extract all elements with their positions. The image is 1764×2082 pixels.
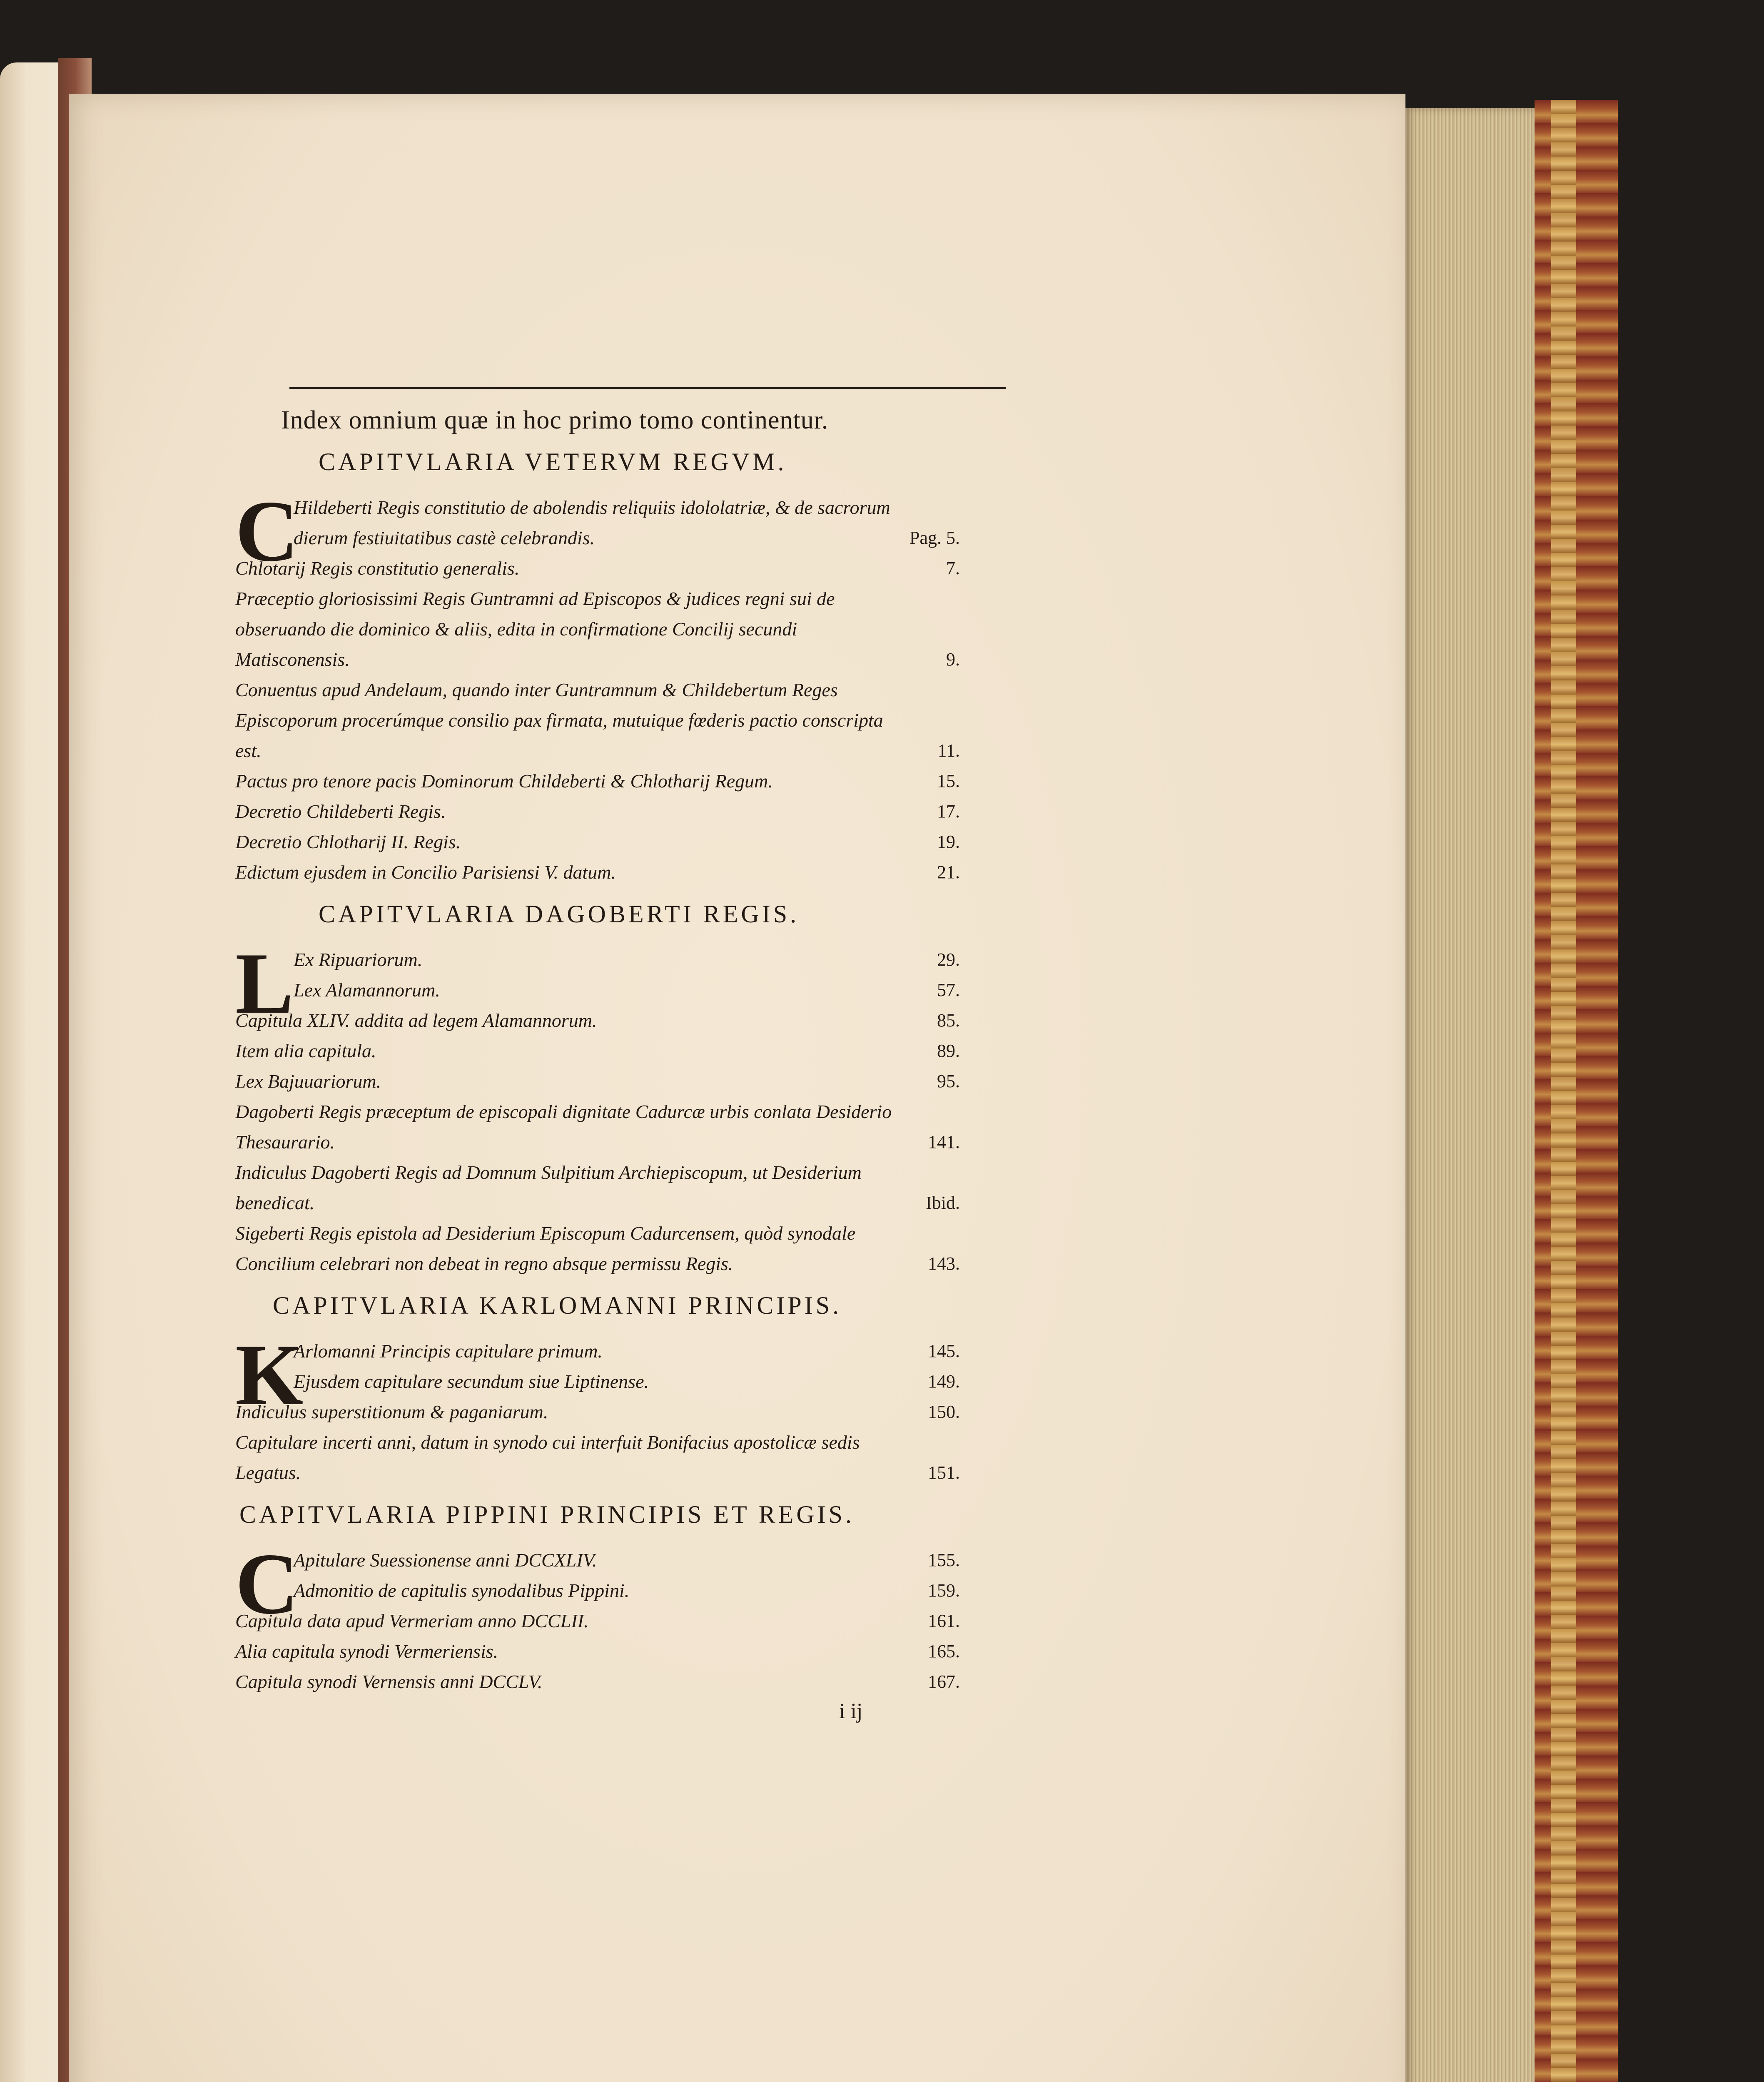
page-number: 95. bbox=[937, 1071, 960, 1091]
entry-text: Alia capitula synodi Vermeriensis. bbox=[235, 1641, 498, 1662]
entry-list bbox=[235, 1327, 960, 1488]
page-number: 165. bbox=[928, 1641, 960, 1661]
list-item bbox=[235, 857, 960, 887]
entry-text: Edictum ejusdem in Concilio Parisiensi V. datum. bbox=[235, 862, 616, 883]
page-number: 151. bbox=[928, 1462, 960, 1483]
entry-text: Hildeberti Regis constitutio de abolendis reliquiis idololatriæ, & de sacrorum dierum festiuitatibus castè celebrandis. bbox=[294, 497, 890, 548]
list-item bbox=[235, 1427, 960, 1488]
page-number: 21. bbox=[937, 862, 960, 882]
page-number: 89. bbox=[937, 1041, 960, 1061]
list-item bbox=[235, 553, 960, 583]
list-item bbox=[235, 1397, 960, 1427]
list-item bbox=[235, 1336, 960, 1366]
section-heading: CAPITVLARIA PIPPINI PRINCIPIS ET REGIS. bbox=[239, 1501, 855, 1528]
page-number: 9. bbox=[946, 649, 960, 670]
list-item bbox=[235, 675, 960, 766]
list-item bbox=[235, 1636, 960, 1666]
entry-text: Indiculus superstitionum & paganiarum. bbox=[235, 1401, 548, 1422]
previous-page-edge bbox=[0, 62, 67, 2082]
page-number: 15. bbox=[937, 771, 960, 791]
entry-text: Præceptio gloriosissimi Regis Guntramni ad Episcopos & judices regni sui de obseruando die dominico & aliis, edita in confirmatione Concilij secundi Matisconensis. bbox=[235, 588, 835, 670]
page-number: 143. bbox=[928, 1253, 960, 1274]
entry-text: Conuentus apud Andelaum, quando inter Guntramnum & Childebertum Reges Episcoporum procerúmque consilio pax firmata, mutuique fœderis pactio conscripta est. bbox=[235, 679, 883, 761]
marbled-cover-board bbox=[1535, 100, 1618, 2082]
entry-text: Ex Ripuariorum. bbox=[294, 949, 423, 970]
list-item bbox=[235, 1005, 960, 1036]
list-item bbox=[235, 1066, 960, 1096]
section-capitularia-dagoberti-regis bbox=[235, 900, 960, 1279]
list-item bbox=[235, 944, 960, 975]
entry-text: Admonitio de capitulis synodalibus Pippini. bbox=[294, 1580, 630, 1601]
page-number: Ibid. bbox=[926, 1193, 960, 1213]
entry-text: Arlomanni Principis capitulare primum. bbox=[294, 1340, 603, 1362]
section-capitularia-karlomanni-principis bbox=[235, 1291, 960, 1488]
list-item bbox=[235, 766, 960, 796]
entry-text: Dagoberti Regis præceptum de episcopali dignitate Cadurcæ urbis conlata Desiderio Thesaurario. bbox=[235, 1101, 892, 1153]
list-item bbox=[235, 975, 960, 1005]
drop-cap: C bbox=[235, 1536, 299, 1632]
entry-text: Apitulare Suessionense anni DCCXLIV. bbox=[294, 1549, 597, 1571]
entry-list bbox=[235, 483, 960, 887]
signature-mark: i ij bbox=[839, 1699, 863, 1723]
list-item bbox=[235, 1157, 960, 1218]
page-number: 150. bbox=[928, 1402, 960, 1422]
entry-text: Indiculus Dagoberti Regis ad Domnum Sulpitium Archiepiscopum, ut Desiderium benedicat. bbox=[235, 1162, 862, 1213]
index-content bbox=[235, 387, 960, 1697]
list-item bbox=[235, 1096, 960, 1157]
page-number: 161. bbox=[928, 1611, 960, 1631]
page-number: 159. bbox=[928, 1580, 960, 1601]
header-rule bbox=[289, 387, 1006, 389]
entry-text: Sigeberti Regis epistola ad Desiderium Episcopum Cadurcensem, quòd synodale Concilium celebrari non debeat in regno absque permissu Regis. bbox=[235, 1223, 856, 1274]
page-number: 29. bbox=[937, 949, 960, 970]
entry-text: Lex Alamannorum. bbox=[294, 979, 440, 1001]
list-item bbox=[235, 1366, 960, 1397]
list-item bbox=[235, 1575, 960, 1606]
list-item bbox=[235, 1036, 960, 1066]
list-item bbox=[235, 583, 960, 675]
drop-cap: C bbox=[235, 483, 299, 580]
page-number: 57. bbox=[937, 980, 960, 1000]
entry-text: Item alia capitula. bbox=[235, 1040, 376, 1061]
entry-text: Capitula data apud Vermeriam anno DCCLII. bbox=[235, 1610, 589, 1631]
entry-list bbox=[235, 1536, 960, 1697]
entry-text: Capitulare incerti anni, datum in synodo cui interfuit Bonifacius apostolicæ sedis Legatus. bbox=[235, 1432, 860, 1483]
list-item bbox=[235, 796, 960, 827]
section-capitularia-veterum-regum bbox=[235, 448, 960, 887]
page-number: 17. bbox=[937, 801, 960, 822]
entry-text: Capitula XLIV. addita ad legem Alamannorum. bbox=[235, 1010, 597, 1031]
entry-text: Pactus pro tenore pacis Dominorum Childeberti & Chlotharij Regum. bbox=[235, 770, 773, 792]
section-heading: CAPITVLARIA KARLOMANNI PRINCIPIS. bbox=[273, 1292, 842, 1319]
entry-text: Decretio Childeberti Regis. bbox=[235, 801, 446, 822]
entry-text: Capitula synodi Vernensis anni DCCLV. bbox=[235, 1671, 543, 1692]
index-title: Index omnium quæ in hoc primo tomo continentur. bbox=[281, 406, 829, 434]
gilt-spine-trim bbox=[1551, 100, 1576, 2082]
entry-text: Chlotarij Regis constitutio generalis. bbox=[235, 558, 520, 579]
list-item bbox=[235, 1218, 960, 1279]
page-number: 155. bbox=[928, 1550, 960, 1570]
page-block-edge bbox=[1405, 108, 1535, 2082]
entry-text: Ejusdem capitulare secundum siue Liptinense. bbox=[294, 1371, 649, 1392]
drop-cap: K bbox=[235, 1327, 304, 1423]
section-heading: CAPITVLARIA DAGOBERTI REGIS. bbox=[319, 900, 800, 928]
page-number: 149. bbox=[928, 1371, 960, 1392]
entry-text: Decretio Chlotharij II. Regis. bbox=[235, 831, 461, 852]
list-item bbox=[235, 1606, 960, 1636]
drop-cap: L bbox=[235, 935, 294, 1032]
list-item bbox=[235, 1545, 960, 1575]
list-item bbox=[235, 492, 960, 553]
page-number: 19. bbox=[937, 832, 960, 852]
section-capitularia-pippini bbox=[235, 1500, 960, 1697]
page-number: 145. bbox=[928, 1341, 960, 1361]
page-number: 7. bbox=[946, 558, 960, 578]
list-item bbox=[235, 827, 960, 857]
section-heading: CAPITVLARIA VETERVM REGVM. bbox=[319, 448, 787, 476]
page-number: Pag. 5. bbox=[909, 528, 960, 548]
entry-text: Lex Bajuuariorum. bbox=[235, 1071, 381, 1092]
list-item bbox=[235, 1666, 960, 1697]
page-number: 141. bbox=[928, 1132, 960, 1152]
page-number: 85. bbox=[937, 1010, 960, 1031]
page-number: 167. bbox=[928, 1671, 960, 1692]
page-number: 11. bbox=[937, 740, 960, 761]
entry-list bbox=[235, 935, 960, 1279]
